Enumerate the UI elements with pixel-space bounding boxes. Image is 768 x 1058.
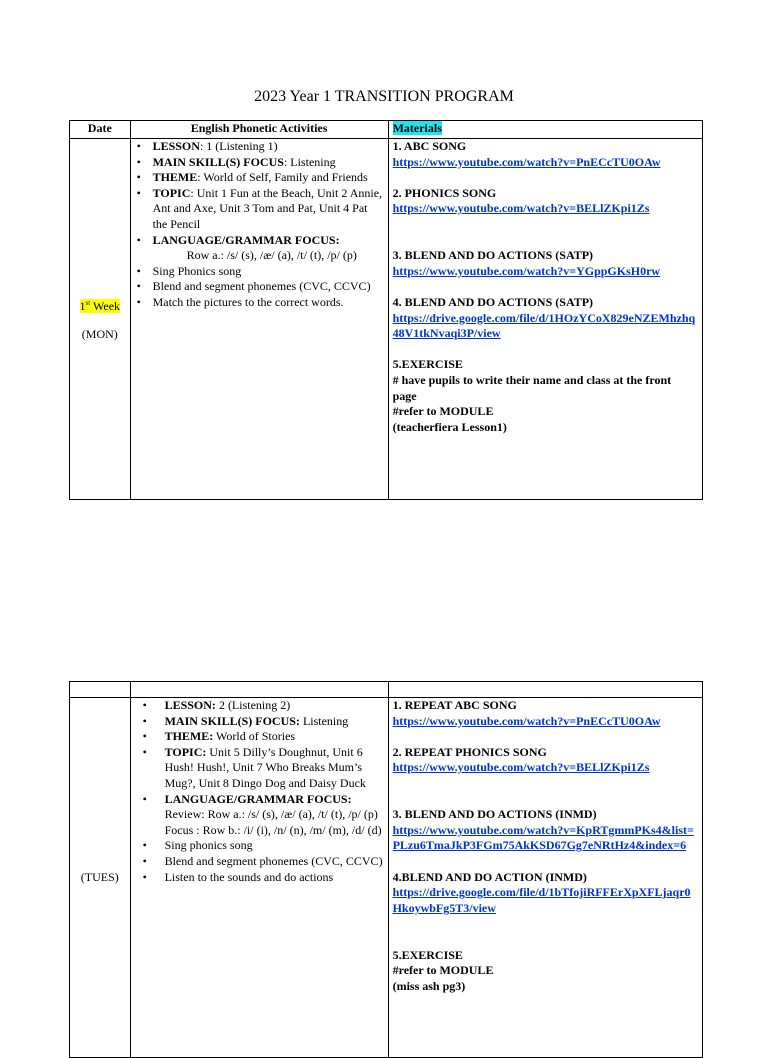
material-link[interactable]: https://www.youtube.com/watch?v=PnECcTU0OAw [392,713,661,728]
material-link[interactable]: https://drive.google.com/file/d/1bTfojiRFFErXpXFLjaqr0HkoywbFg5T3/view [392,885,691,915]
materials-cell-tuesday [388,698,702,1058]
list-item: • Match the pictures to the correct words. [135,295,384,311]
exercise-note: #refer to MODULE [392,404,494,419]
materials-label: Materials [392,121,442,135]
list-item: • Blend and segment phonemes (CVC, CCVC) [135,279,384,295]
header-activities: English Phonetic Activities [130,121,388,139]
exercise-note: (teacherfiera Lesson1) [392,419,507,434]
list-item: • TOPIC: Unit 1 Fun at the Beach, Unit 2 Annie, Ant and Axe, Unit 3 Tom and Pat, Unit 4 Pat the Pencil [135,186,384,233]
table-row-tuesday [70,698,703,1058]
exercise-note: #refer to MODULE [392,963,494,978]
material-link[interactable]: https://www.youtube.com/watch?v=BELlZKpi1Zs [392,201,650,216]
empty-cell [388,682,702,698]
material-link[interactable]: https://drive.google.com/file/d/1HOzYCoX829eNZEMhzhq48V1tkNvaqi3P/view [392,310,696,341]
list-item: • MAIN SKILL(S) FOCUS: Listening [135,155,384,171]
list-item: • Listen to the sounds and do actions [135,870,384,886]
list-item: • LANGUAGE/GRAMMAR FOCUS: Review: Row a.: /s/ (s), /æ/ (a), /t/ (t), /p/ (p) Focus : Row b.: /i/ (i), /n/ (n), /m/ (m), /d/ (d) [135,792,384,839]
empty-cell [130,682,388,698]
lesson-table-tuesday [69,681,703,1058]
list-item: • TOPIC: Unit 5 Dilly’s Doughnut, Unit 6 Hush! Hush!, Unit 7 Who Breaks Mum’s Mug?, Unit 8 Dingo Dog and Daisy Duck [135,745,384,792]
exercise-note: (miss ash pg3) [392,978,466,993]
material-title: 1. REPEAT ABC SONG [392,698,517,712]
activities-list [135,139,384,311]
list-item: • MAIN SKILL(S) FOCUS: Listening [135,714,384,730]
date-cell-tuesday [70,698,131,1058]
activities-list [135,698,384,885]
table-row-monday [70,139,703,500]
list-item: • THEME: World of Self, Family and Friends [135,170,384,186]
material-link[interactable]: https://www.youtube.com/watch?v=KpRTgmmPKs4&list=PLzu6TmaJkP3FGm75AkKSD67Gg7eNRtHz4&index=6 [392,822,694,853]
exercise-note: # have pupils to write their name and class at the front page [392,372,672,403]
material-title: 5.EXERCISE [392,357,463,372]
list-item: • LESSON: 1 (Listening 1) [135,139,384,155]
material-title: 2. PHONICS SONG [392,185,497,200]
day-label-tuesday: (TUES) [80,869,119,884]
material-title: 4.BLEND AND DO ACTION (INMD) [392,869,587,884]
material-link[interactable]: https://www.youtube.com/watch?v=BELlZKpi1Zs [392,760,650,775]
header-row [70,121,703,139]
list-item: • Sing phonics song [135,838,384,854]
week-label: 1st Week [79,298,121,313]
header-date: Date [70,121,131,139]
material-title: 1. ABC SONG [392,139,467,153]
list-item: • Blend and segment phonemes (CVC, CCVC) [135,854,384,870]
material-link[interactable]: https://www.youtube.com/watch?v=YGppGKsH0rw [392,263,661,278]
material-title: 5.EXERCISE [392,947,463,962]
day-label-monday: (MON) [81,326,118,341]
materials-cell-monday [388,139,702,500]
list-item: • LANGUAGE/GRAMMAR FOCUS: Row a.: /s/ (s), /æ/ (a), /t/ (t), /p/ (p) [135,233,384,264]
empty-cell [70,682,131,698]
header-row-empty [70,682,703,698]
material-title: 3. BLEND AND DO ACTIONS (SATP) [392,248,594,263]
activities-cell-tuesday [130,698,388,1058]
date-cell-monday [70,139,131,500]
document-title: 2023 Year 1 TRANSITION PROGRAM [254,88,514,105]
header-materials [388,121,702,139]
list-item: • THEME: World of Stories [135,729,384,745]
material-title: 2. REPEAT PHONICS SONG [392,744,547,759]
material-link[interactable]: https://www.youtube.com/watch?v=PnECcTU0OAw [392,154,661,169]
material-title: 3. BLEND AND DO ACTIONS (INMD) [392,807,597,822]
activities-cell-monday [130,139,388,500]
list-item: • LESSON: 2 (Listening 2) [135,698,384,714]
lesson-table-monday [69,120,703,500]
material-title: 4. BLEND AND DO ACTIONS (SATP) [392,294,594,309]
list-item: • Sing Phonics song [135,264,384,280]
